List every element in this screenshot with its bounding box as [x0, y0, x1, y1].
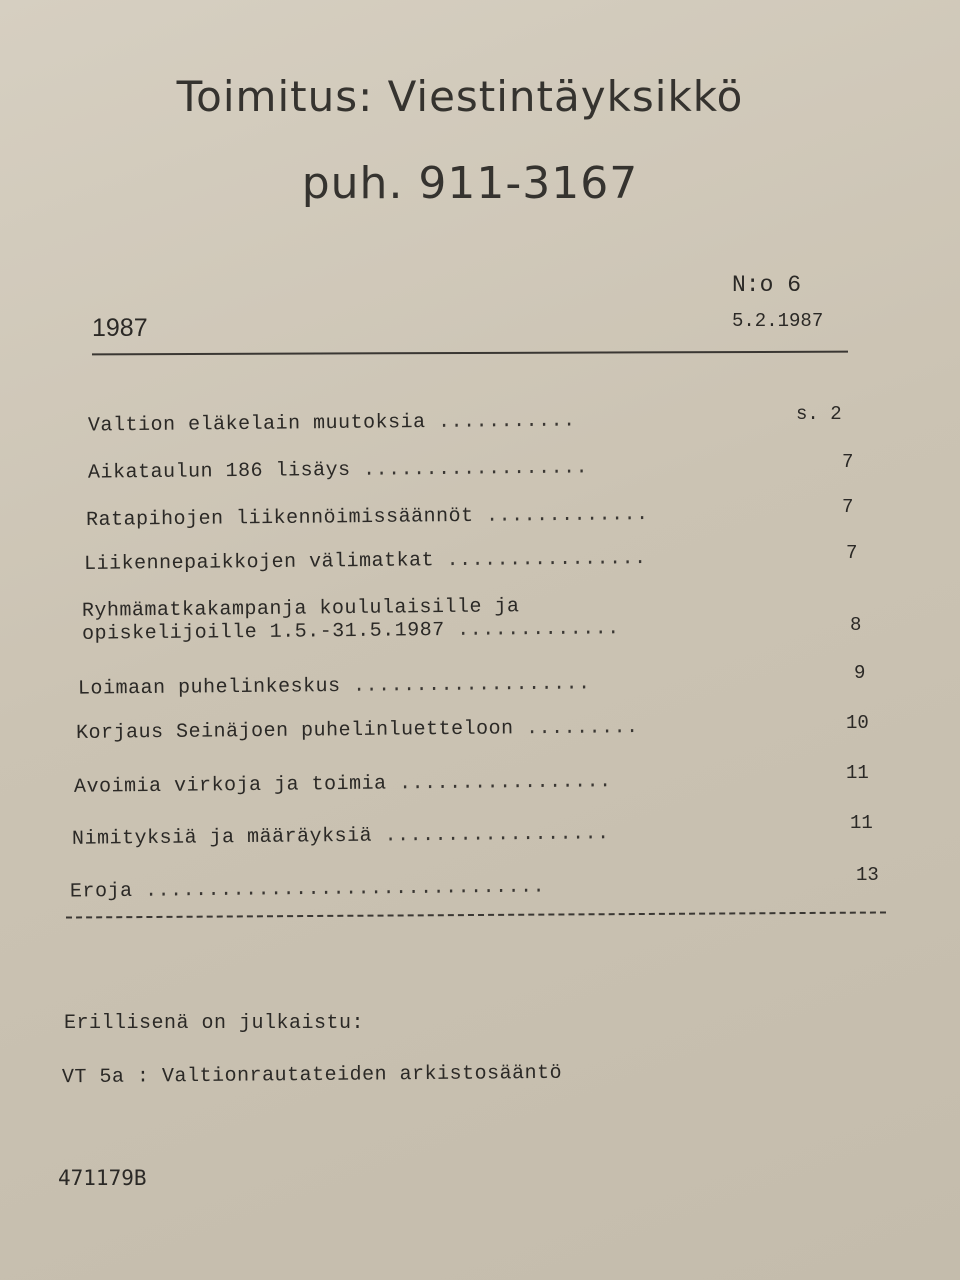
- toc-entry: [70, 876, 545, 904]
- toc-entry-title: Liikennepaikkojen välimatkat: [83, 549, 435, 576]
- toc-entry-title: Valtion eläkelain muutoksia: [87, 411, 426, 438]
- toc-entry: [78, 672, 591, 700]
- toc-leader: ...................: [352, 672, 591, 698]
- separately-published-heading: Erillisenä on julkaistu:: [64, 1012, 365, 1035]
- toc-page-number: 7: [842, 451, 854, 473]
- toc-leader: .............: [485, 503, 649, 528]
- toc-entry-title-continued: opiskelijoille 1.5.-31.5.1987: [82, 619, 445, 646]
- toc-leader: .........: [525, 716, 639, 741]
- toc-entry: [88, 409, 576, 437]
- toc-page-number: 8: [850, 614, 862, 636]
- issue-date: 5.2.1987: [732, 310, 824, 332]
- toc-page-number: s. 2: [796, 403, 842, 425]
- separately-published-item: VT 5a : Valtionrautateiden arkistosääntö: [61, 1061, 563, 1090]
- toc-leader: ..................: [362, 456, 589, 482]
- toc-entry: [74, 770, 612, 799]
- toc-entry: [84, 547, 647, 576]
- toc-page-number: 9: [854, 662, 866, 684]
- toc-entry-title: Ryhmämatkakampanja koululaisille ja: [81, 595, 520, 623]
- toc-leader: .................: [398, 770, 612, 796]
- issue-number: N:o 6: [732, 272, 802, 298]
- toc-page-number: 7: [842, 496, 854, 518]
- toc-page-number: 7: [846, 542, 858, 564]
- toc-entry-title: Eroja: [69, 879, 133, 904]
- toc-page-number: 11: [850, 812, 873, 834]
- toc-entry-title: Aikataulun 186 lisäys: [87, 458, 351, 485]
- toc-entry-title: Ratapihojen liikennöimissäännöt: [85, 504, 474, 532]
- toc-leader: ..................: [384, 822, 610, 848]
- toc-leader: ...........: [437, 409, 576, 434]
- toc-entry: [76, 716, 639, 745]
- issue-year: 1987: [92, 314, 148, 342]
- toc-leader: .............: [457, 617, 620, 642]
- toc-page-number: 11: [846, 762, 869, 784]
- toc-entry-title: Nimityksiä ja määräyksiä: [71, 824, 373, 851]
- toc-page-number: 10: [846, 712, 869, 734]
- document-code: 471179B: [58, 1166, 147, 1190]
- editorial-phone: puh. 911-3167: [301, 158, 639, 209]
- toc-leader: ................................: [144, 875, 546, 903]
- toc-entry: [88, 456, 588, 484]
- toc-entry: [82, 594, 620, 646]
- toc-entry: [72, 822, 610, 851]
- toc-leader: ................: [446, 547, 647, 573]
- toc-page-number: 13: [856, 864, 879, 886]
- toc-entry-title: Korjaus Seinäjoen puhelinluetteloon: [75, 717, 514, 745]
- toc-entry-title: Avoimia virkoja ja toimia: [73, 772, 387, 799]
- toc-entry: [86, 503, 649, 532]
- toc-entry-title: Loimaan puhelinkeskus: [77, 674, 341, 701]
- editorial-office-title: Toimitus: Viestintäyksikkö: [176, 72, 744, 121]
